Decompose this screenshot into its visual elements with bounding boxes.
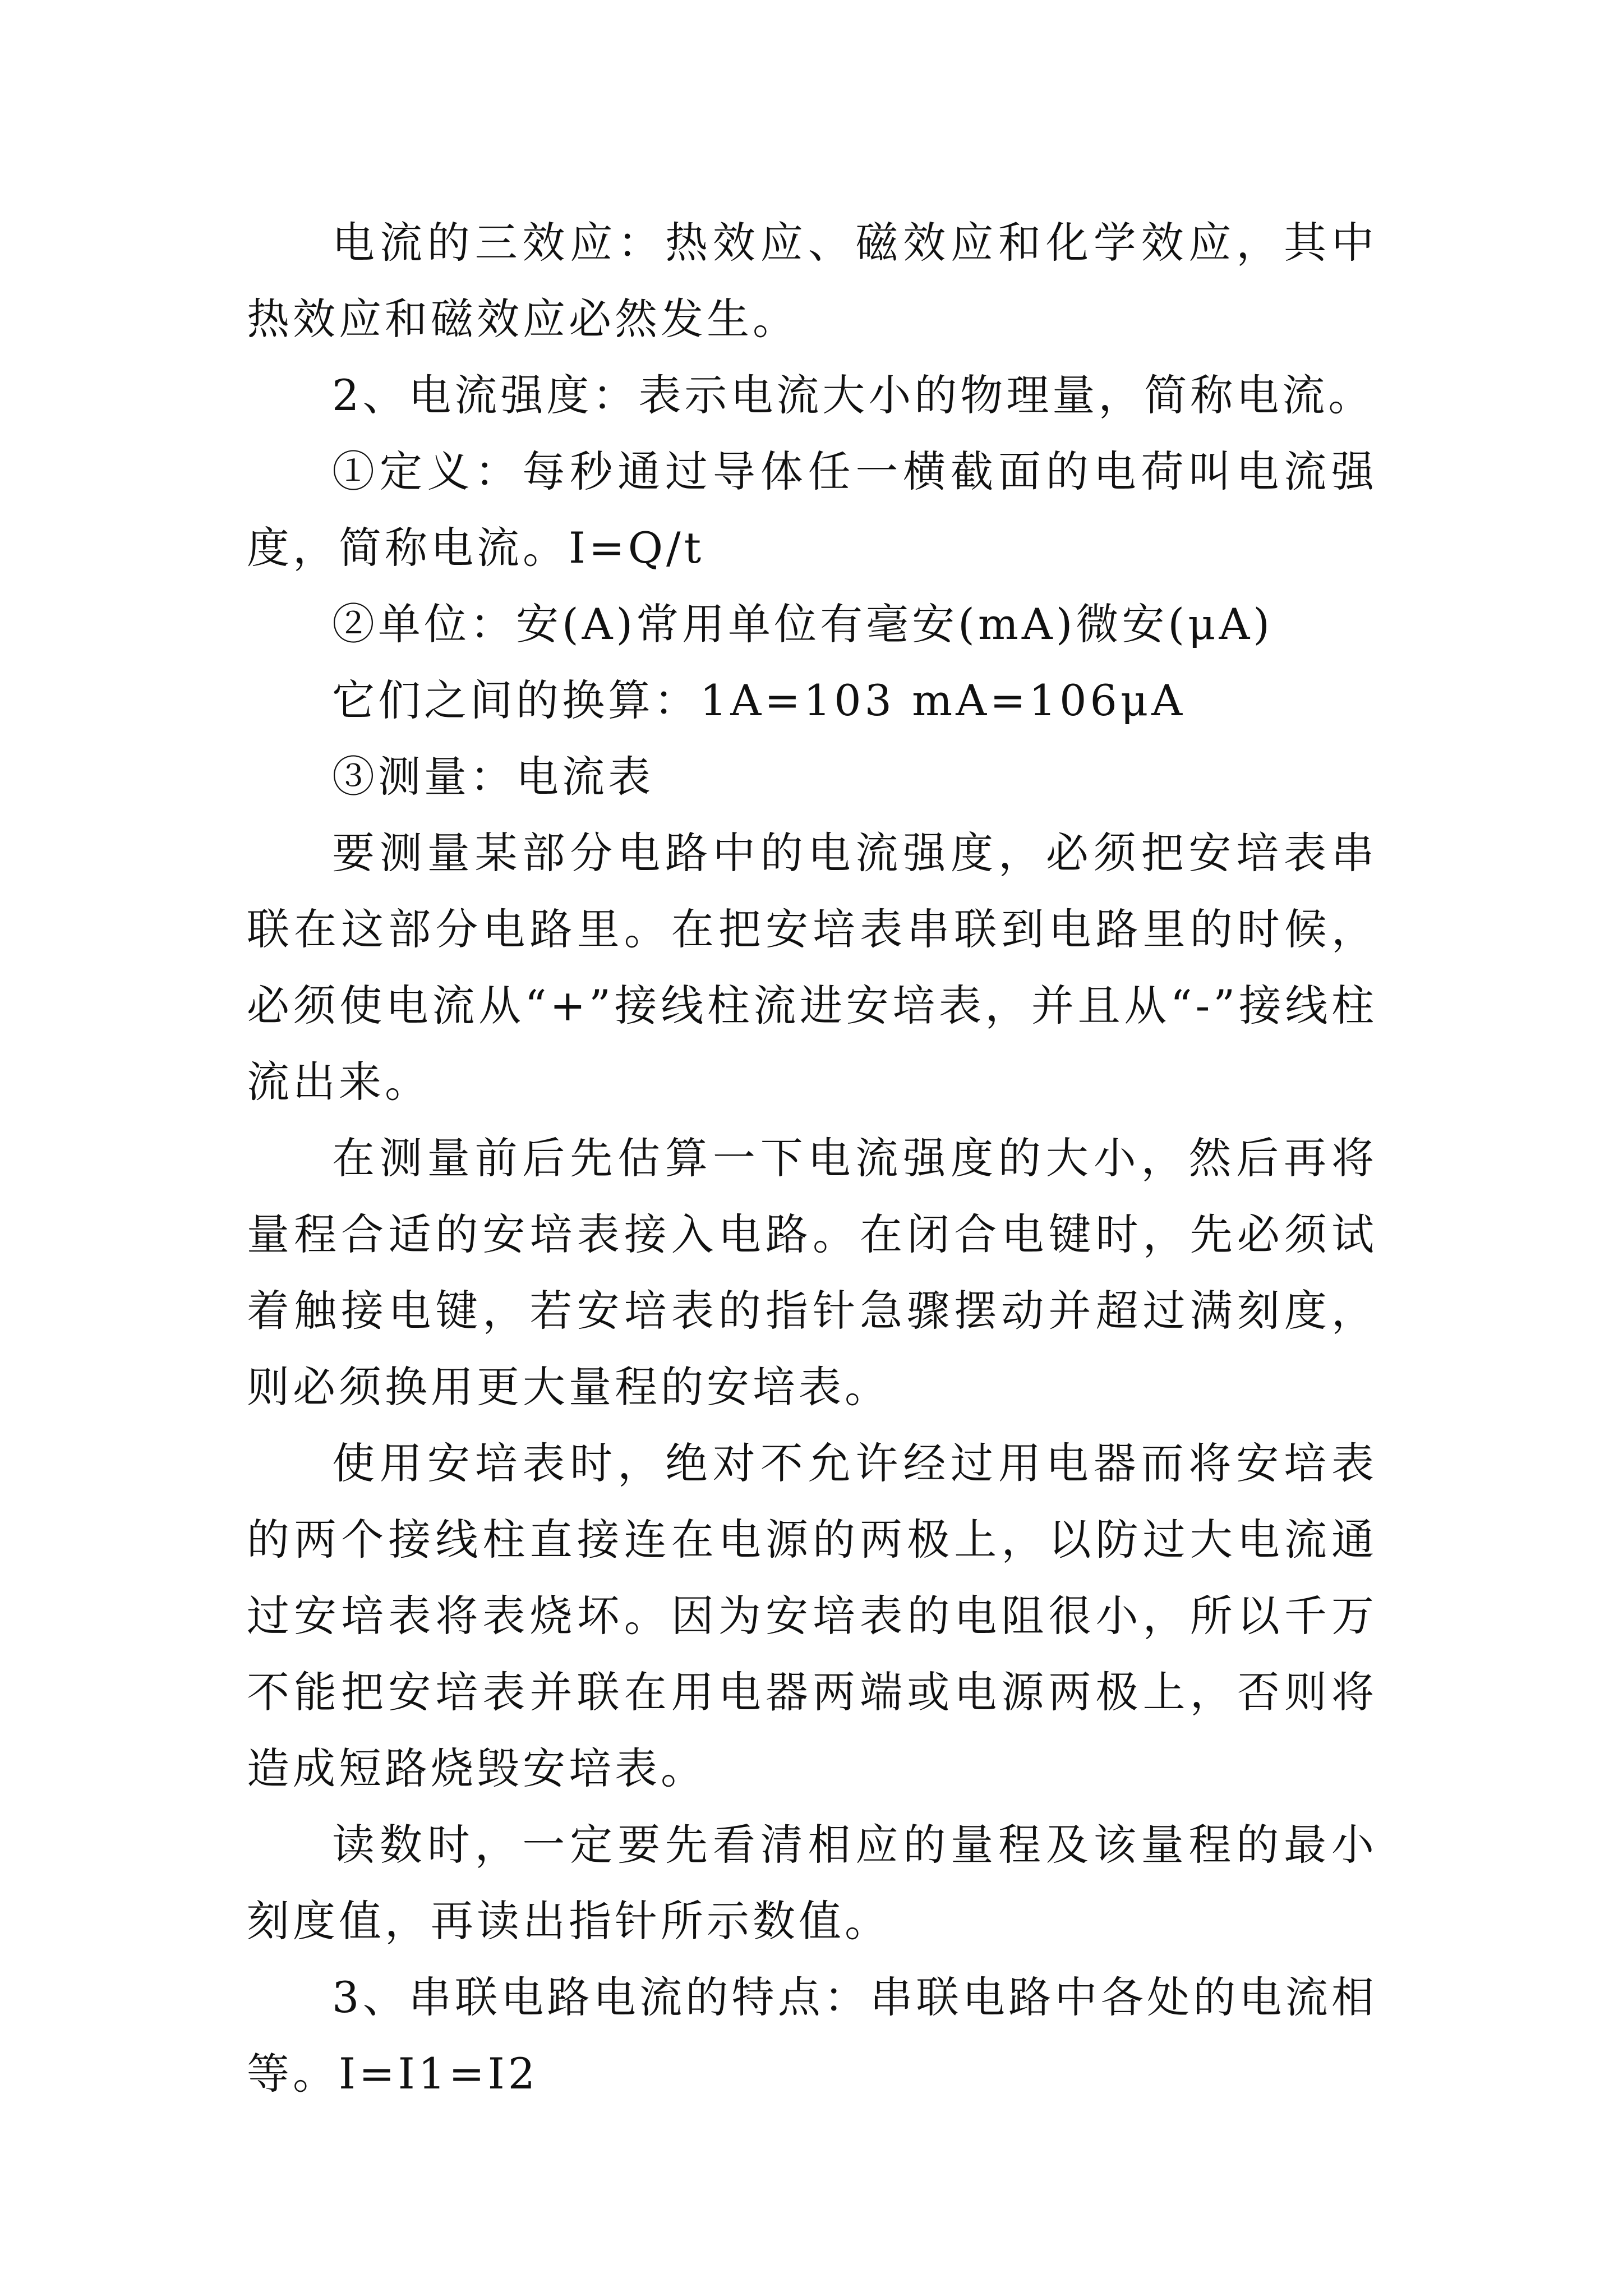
paragraph-series-circuit: 3、串联电路电流的特点：串联电路中各处的电流相等。I=I1=I2	[247, 1972, 1377, 2099]
paragraph-reading: 读数时，一定要先看清相应的量程及该量程的最小刻度值，再读出指针所示数值。	[247, 1820, 1377, 1946]
paragraph-units: ②单位：安(A)常用单位有毫安(mA)微安(μA)	[332, 599, 1274, 649]
paragraph-series-connection: 要测量某部分电路中的电流强度，必须把安培表串联在这部分电路里。在把安培表串联到电路里的时候，必须使电流从“+”接线柱流进安培表，并且从“-”接线柱流出来。	[247, 828, 1377, 1107]
paragraph-current-intensity: 2、电流强度：表示电流大小的物理量，简称电流。	[332, 370, 1375, 420]
paragraph-range-selection: 在测量前后先估算一下电流强度的大小，然后再将量程合适的安培表接入电路。在闭合电键时，先必须试着触接电键，若安培表的指针急骤摆动并超过满刻度，则必须换用更大量程的安培表。	[247, 1133, 1377, 1412]
paragraph-current-effects: 电流的三效应：热效应、磁效应和化学效应，其中热效应和磁效应必然发生。	[247, 218, 1377, 344]
paragraph-measurement: ③测量：电流表	[332, 752, 654, 802]
paragraph-conversion: 它们之间的换算：1A=103 mA=106μA	[332, 675, 1186, 725]
paragraph-usage-warning: 使用安培表时，绝对不允许经过用电器而将安培表的两个接线柱直接连在电源的两极上，以防过大电流通过安培表将表烧坏。因为安培表的电阻很小，所以千万不能把安培表并联在用电器两端或电源两极上，否则将造成短路烧毁安培表。	[247, 1438, 1377, 1793]
paragraph-definition: ①定义：每秒通过导体任一横截面的电荷叫电流强度，简称电流。I=Q/t	[247, 447, 1377, 573]
document-body	[247, 205, 1377, 2112]
